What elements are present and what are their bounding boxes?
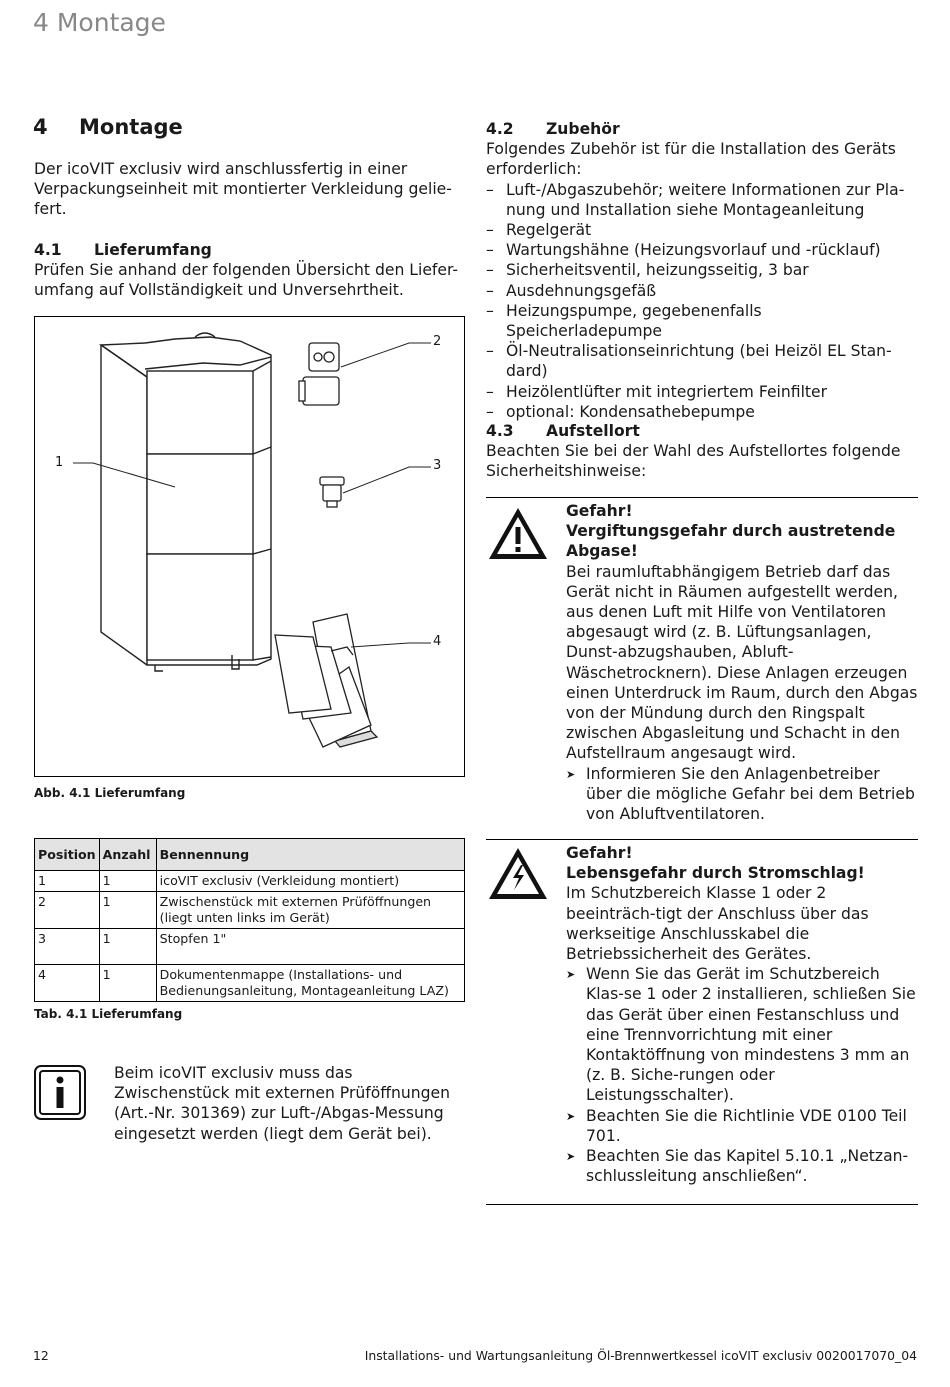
figure-label-1: 1 <box>55 455 64 470</box>
list-item: – Öl-Neutralisationseinrichtung (bei Heizöl EL Stan-dard) <box>486 341 918 381</box>
warning-label: Gefahr! <box>566 844 633 862</box>
table-header: Anzahl <box>99 839 156 871</box>
section-4-3-text: Beachten Sie bei der Wahl des Aufstellortes folgende Sicherheitshinweise: <box>486 442 901 481</box>
warning-actions <box>566 964 918 1186</box>
table-cell: 2 <box>35 892 100 929</box>
section-4-3 <box>486 421 918 482</box>
table-row <box>35 892 465 929</box>
table-cell: Zwischenstück mit externen Prüföffnungen (liegt unten links im Gerät) <box>156 892 464 929</box>
table-cell: 3 <box>35 929 100 965</box>
footer-document-title: Installations- und Wartungsanleitung Öl-Brennwertkessel icoVIT exclusiv 0020017070_04 <box>364 1348 917 1363</box>
figure-delivery-scope <box>34 316 465 777</box>
warning-poisoning <box>486 497 918 838</box>
table-cell: icoVIT exclusiv (Verkleidung montiert) <box>156 871 464 892</box>
section-4-2-text: Folgendes Zubehör ist für die Installation des Geräts erforderlich: <box>486 140 896 179</box>
table-cell: 4 <box>35 965 100 1002</box>
list-item: – Heizungspumpe, gegebenenfalls Speicherladepumpe <box>486 301 918 341</box>
list-item: – Luft-/Abgaszubehör; weitere Informationen zur Pla-nung und Installation siehe Montageanleitung <box>486 180 918 220</box>
section-heading: 4 Montage <box>33 115 183 139</box>
warning-text: Im Schutzbereich Klasse 1 oder 2 beeinträch-tigt der Anschluss über das werkseitige Anschlusskabel die Betriebssicherheit des Gerätes. <box>566 884 869 964</box>
table-header: Bennennung <box>156 839 464 871</box>
list-item: – Wartungshähne (Heizungsvorlauf und -rücklauf) <box>486 240 918 260</box>
info-icon <box>34 1065 86 1120</box>
page-number: 12 <box>33 1348 49 1363</box>
table-cell: 1 <box>99 965 156 1002</box>
list-item: – Heizölentlüfter mit integriertem Feinfilter <box>486 382 918 402</box>
table-header-row <box>35 839 465 871</box>
warning-label: Gefahr! <box>566 502 633 520</box>
warning-text: Bei raumluftabhängigem Betrieb darf das Gerät nicht in Räumen aufgestellt werden, aus denen Luft mit Hilfe von Ventilatoren abgesaugt wird (z. B. Lüftungsanlagen, Dunst-abzugshauben, Abluft-Wäschetrocknern). Diese Anlagen erzeugen einen Unterdruck im Raum, durch den Abgas von der Mündung durch den Ringspalt zwischen Abgasleitung und Schacht in den Aufstellraum angesaugt wird. <box>566 562 918 763</box>
delivery-scope-table <box>34 838 465 1002</box>
table-row <box>35 871 465 892</box>
table-cell: 1 <box>99 929 156 965</box>
warning-triangle-icon <box>486 505 550 563</box>
list-item: – Sicherheitsventil, heizungsseitig, 3 bar <box>486 260 918 280</box>
warning-title: Vergiftungsgefahr durch austretende Abgase! <box>566 522 896 561</box>
table-row <box>35 965 465 1002</box>
figure-caption: Abb. 4.1 Lieferumfang <box>34 786 186 800</box>
info-note-text: Beim icoVIT exclusiv muss das Zwischenstück mit externen Prüföffnungen (Art.-Nr. 301369) zur Luft-/Abgas-Messung eingesetzt werden (liegt dem Gerät bei). <box>114 1064 451 1143</box>
accessory-list <box>486 180 918 422</box>
list-item: ➤ Informieren Sie den Anlagenbetreiber über die mögliche Gefahr bei dem Betrieb von Abluftventilatoren. <box>566 764 918 825</box>
list-item: ➤ Beachten Sie das Kapitel 5.10.1 „Netzan-schlussleitung anschließen“. <box>566 1146 918 1186</box>
figure-label-2: 2 <box>433 334 442 349</box>
section-4-1-heading: 4.1 Lieferumfang <box>34 241 212 259</box>
table-cell: 1 <box>35 871 100 892</box>
table-caption: Tab. 4.1 Lieferumfang <box>34 1007 183 1021</box>
list-item: – Regelgerät <box>486 220 918 240</box>
warning-electric-shock <box>486 839 918 1205</box>
running-head: 4 Montage <box>33 8 166 37</box>
table-cell: Stopfen 1" <box>156 929 464 965</box>
section-4-2 <box>486 119 918 422</box>
electric-shock-icon <box>486 845 550 903</box>
warning-title: Lebensgefahr durch Stromschlag! <box>566 864 865 883</box>
boiler-illustration <box>35 317 464 776</box>
section-4-1-text: Prüfen Sie anhand der folgenden Übersicht den Liefer-umfang auf Vollständigkeit und Unversehrtheit. <box>34 261 459 300</box>
list-item: – Ausdehnungsgefäß <box>486 281 918 301</box>
table-cell: 1 <box>99 892 156 929</box>
table-cell: 1 <box>99 871 156 892</box>
section-4-3-heading: 4.3 Aufstellort <box>486 422 640 440</box>
table-cell: Dokumentenmappe (Installations- und Bedienungsanleitung, Montageanleitung LAZ) <box>156 965 464 1002</box>
section-4-1 <box>34 240 466 301</box>
warning-actions <box>566 764 918 825</box>
table-row <box>35 929 465 965</box>
list-item: ➤ Wenn Sie das Gerät im Schutzbereich Klas-se 1 oder 2 installieren, schließen Sie das Gerät über einen Festanschluss und eine Trennvorrichtung mit einer Kontaktöffnung von mindestens 3 mm an (z. B. Siche-rungen oder Leistungsschalter). <box>566 964 918 1105</box>
figure-label-3: 3 <box>433 458 442 473</box>
list-item: – optional: Kondensathebepumpe <box>486 402 918 422</box>
section-4-2-heading: 4.2 Zubehör <box>486 120 620 138</box>
figure-label-4: 4 <box>433 634 442 649</box>
list-item: ➤ Beachten Sie die Richtlinie VDE 0100 Teil 701. <box>566 1106 918 1146</box>
table-header: Position <box>35 839 100 871</box>
intro-paragraph: Der icoVIT exclusiv wird anschlussfertig in einer Verpackungseinheit mit montierter Verkleidung gelie-fert. <box>34 160 452 219</box>
